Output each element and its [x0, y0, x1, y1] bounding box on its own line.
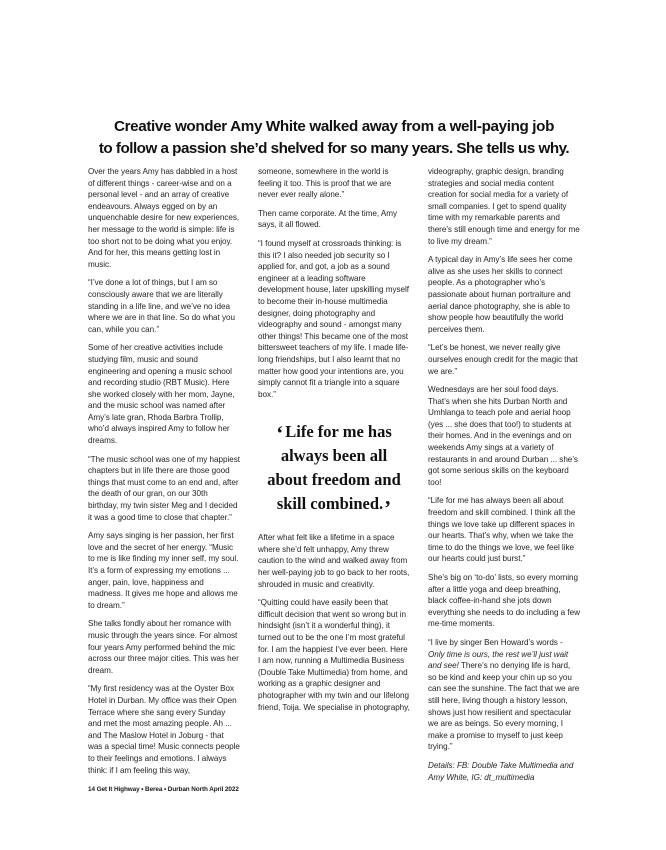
article-column-1 — [88, 166, 240, 776]
headline-line-1: Creative wonder Amy White walked away from a well-paying job — [113, 118, 555, 136]
paragraph: Then came corporate. At the time, Amy says, it all flowed. — [258, 208, 397, 230]
paragraph: Some of her creative activities include studying film, music and sound engineering and opening a music school and recording studio (RBT Music). Here she worked closely with her mom, Jayne, and the music school was named after Amy’s late gran, Rhoda Barbra Trollip, who’d always inspired Amy to follow her dreams. — [88, 343, 235, 446]
paragraph: videography, graphic design, branding strategies and social media content creation for social media for a variety of small companies. I get to spend quality time with my remarkable parents and there’s still enough time and energy for me to live my dream.” — [428, 167, 580, 246]
paragraph: “Let’s be honest, we never really give ourselves enough credit for the magic that we are.” — [428, 343, 578, 376]
paragraph: “Life for me has always been all about freedom and skill combined. I think all the things we love take up different spaces in our hearts. That’s why, when we take the time to do the things we love, we feel like our hearts could just burst.” — [428, 496, 576, 564]
ben-howard-part-2: There’s no denying life is hard, so be kind and keep your chin up so you can see the sunshine. The fact that we are still here, living though a history lesson, shows just how resilient and spectacular we are as beings. So every morning, I make a promise to myself to just keep trying.” — [428, 661, 580, 752]
paragraph: “Quitting could have easily been that difficult decision that went so wrong but in hindsight (isn’t it a wonderful thing), it turned out to be the one I’m most grateful for. I am the happiest I’ve ever been. Here I am now, running a Multimedia Business (Double Take Multimedia) from home, and working as a graphic designer and photographer with my twin and our lifelong friend, Toija. We specialise in photography, — [258, 598, 410, 712]
paragraph: Wednesdays are her soul food days. That’s when she hits Durban North and Umhlanga to teach pole and aerial hoop (yes ... she does that too!) to students at their homes. And in the evenings and on weekends Amy sings at a variety of restaurants in and around Durban ... she’s got some serious skills on the keyboard too! — [428, 385, 578, 487]
paragraph-ben-howard — [428, 637, 580, 753]
details-line: Details: FB: Double Take Multimedia and Amy White, IG: dt_multimedia — [428, 760, 574, 782]
paragraph: “My first residency was at the Oyster Box Hotel in Durban. My office was their Open Terrace where she sang every Sunday and met the most amazing people. Ah ... and The Maslow Hotel in Joburg - that was a special time! Music connects people to their feelings and emotions. I always think: if I am feeling this way, — [88, 684, 240, 775]
pull-quote-text: Life for me has always been all about freedom and skill combined. — [267, 422, 401, 514]
paragraph: “I’ve done a lot of things, but I am so consciously aware that we are literally standing in a life line, and we’ve no idea where we are in that line. So do what you can, while you can.” — [88, 278, 235, 334]
ben-howard-part-1: “I live by singer Ben Howard’s words - — [428, 637, 563, 647]
article-columns — [88, 166, 580, 782]
quote-close-icon: ’ — [384, 496, 392, 521]
article-column-3 — [428, 166, 580, 782]
paragraph: A typical day in Amy’s life sees her come alive as she uses her skills to connect people. As a photographer who’s passionate about human portraiture and aerial dance photography, she is able to show people how beautifully the world perceives them. — [428, 255, 573, 334]
paragraph: “I found myself at crossroads thinking: is this it? I also needed job security so I applied for, and got, a job as a sound engineer at a leading software development house, later upskilling myself to become their in-house multimedia designer, doing photography and videography and sound - amongst many other things! This became one of the most bittersweet teachers of my life. I made life-long friendships, but I also learnt that no matter how good your intentions are, you simply cannot fit a triangle into a square box.” — [258, 238, 409, 399]
article-column-2 — [258, 166, 410, 776]
ben-howard-quote-italic: Only time is ours, the rest we’ll just wait and see! — [428, 649, 569, 671]
paragraph: Amy says singing is her passion, her first love and the secret of her energy. “Music to me is like finding my inner self, my soul. It’s a form of expressing my emotions ... anger, pain, love, happiness and madness. It gives me hope and allows me to dream.” — [88, 531, 239, 610]
paragraph: someone, somewhere in the world is feeling it too. This is proof that we are never ever really alone.” — [258, 167, 392, 200]
headline-line-2: to follow a passion she’d shelved for so many years. She tells us why. — [98, 140, 570, 158]
page-footer: 14 Get It Highway • Berea • Durban North April 2022 — [88, 786, 239, 793]
paragraph: After what felt like a lifetime in a space where she’d felt unhappy, Amy threw caution to the wind and walked away from her well-paying job to go back to her roots, shrouded in music and creativity. — [258, 533, 410, 589]
quote-open-icon: ‘ — [276, 421, 284, 446]
pull-quote — [258, 420, 410, 521]
page-headline — [88, 116, 580, 160]
paragraph: Over the years Amy has dabbled in a host of different things - career-wise and on a personal level - and an array of creative endeavours. Always egged on by an unquenchable desire for new experiences, her message to the world is simple: life is too short not to be doing what you enjoy. And for her, this means getting lost in music. — [88, 167, 240, 269]
paragraph: “The music school was one of my happiest chapters but in life there are those good things that must come to an end and, after the death of our gran, on our 30th birthday, my twin sister Meg and I decided it was a good time to close that chapter.” — [88, 454, 240, 522]
paragraph: She talks fondly about her romance with music through the years since. For almost four years Amy performed behind the mic across our three major cities. This was her dream. — [88, 619, 239, 675]
paragraph: She’s big on ‘to-do’ lists, so every morning after a little yoga and deep breathing, black coffee-in-hand she jots down everything she needs to do including a few me-time moments. — [428, 573, 580, 629]
